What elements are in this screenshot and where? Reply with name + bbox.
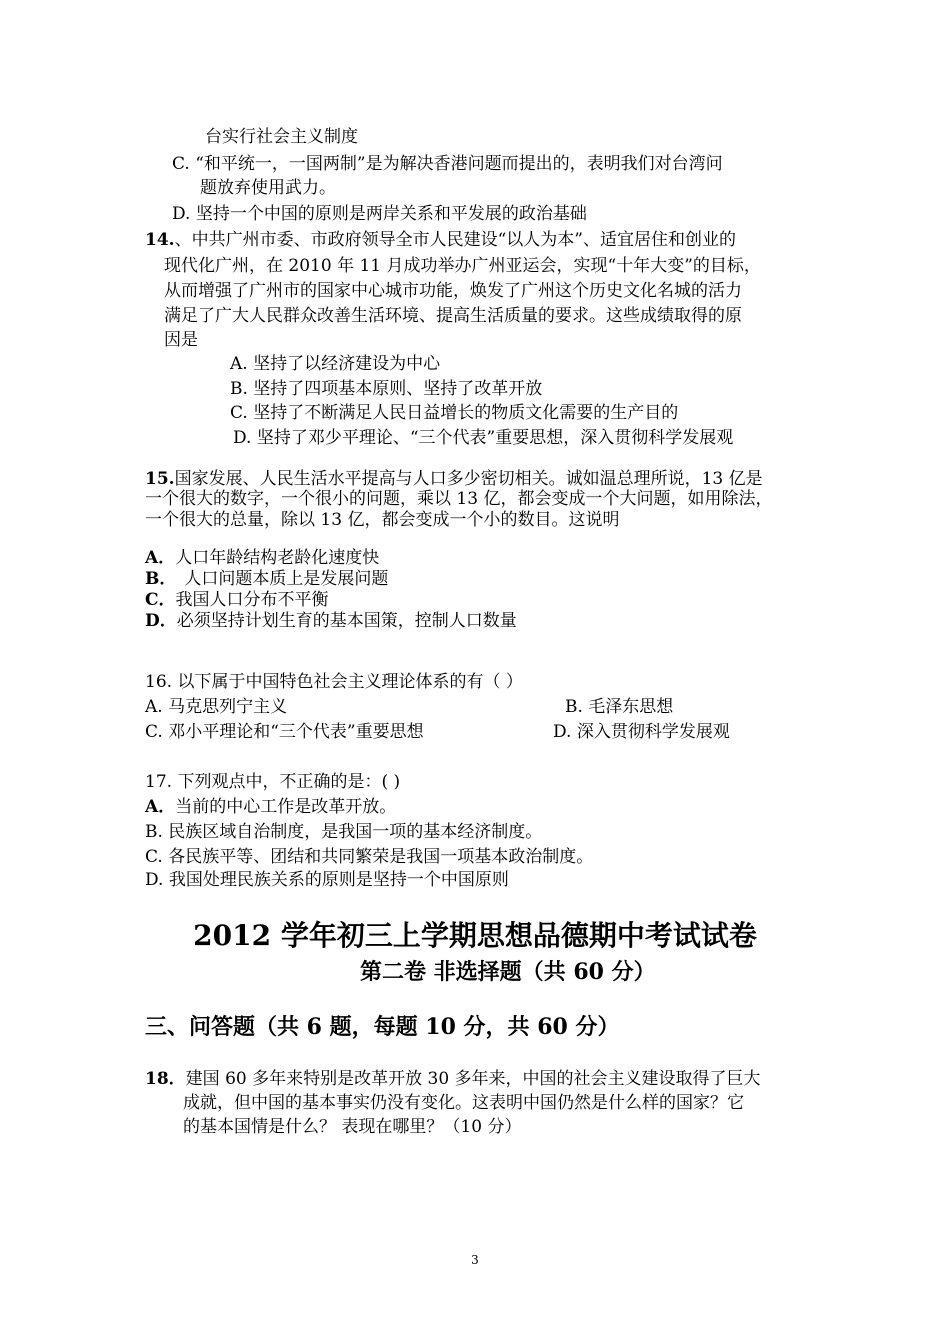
q15-line2: 一个很大的数字，一个很小的问题，乘以 13 亿，都会变成一个大问题，如用除法， bbox=[145, 489, 773, 509]
q15-option-d-letter: D． bbox=[145, 611, 177, 631]
q13-option-c-line1: C. “和平统一，一国两制”是为解决香港问题而提出的，表明我们对台湾问 bbox=[172, 154, 723, 174]
q14-line5: 因是 bbox=[164, 330, 198, 350]
q16-stem: 16. 以下属于中国特色社会主义理论体系的有（ ） bbox=[145, 672, 523, 692]
part2-subtitle: 第二卷 非选择题（共 60 分） bbox=[360, 959, 656, 985]
q15-option-b-text: 人口问题本质上是发展问题 bbox=[184, 569, 389, 589]
q15-number: 15. bbox=[145, 469, 175, 489]
q15-line3: 一个很大的总量，除以 13 亿，都会变成一个小的数目。这说明 bbox=[145, 510, 620, 530]
q18-line3: 的基本国情是什么？ 表现在哪里？（10 分） bbox=[183, 1117, 522, 1137]
q14-option-b: B. 坚持了四项基本原则、坚持了改革开放 bbox=[230, 379, 543, 399]
q14-option-c: C. 坚持了不断满足人民日益增长的物质文化需要的生产目的 bbox=[230, 403, 679, 423]
section-heading: 三、问答题（共 6 题，每题 10 分，共 60 分） bbox=[145, 1014, 620, 1040]
q14-stem-text: 、中共广州市委、市政府领导全市人民建设“以人为本”、适宜居住和创业的 bbox=[174, 230, 736, 250]
q16-option-a: A. 马克思列宁主义 bbox=[145, 697, 288, 717]
q14-option-d: D. 坚持了邓少平理论、“三个代表”重要思想，深入贯彻科学发展观 bbox=[233, 428, 734, 448]
q16-option-c: C. 邓小平理论和“三个代表”重要思想 bbox=[145, 722, 424, 742]
page-number: 3 bbox=[471, 1253, 479, 1267]
q18-line1 bbox=[145, 1067, 761, 1091]
q14-line3: 从而增强了广州市的国家中心城市功能，焕发了广州这个历史文化名城的活力 bbox=[164, 281, 742, 301]
q17-option-a-text: 当前的中心工作是改革开放。 bbox=[175, 797, 397, 817]
q17-option-a-letter: A． bbox=[145, 797, 176, 817]
q14-option-a: A. 坚持了以经济建设为中心 bbox=[230, 354, 441, 374]
q15-option-d-text: 必须坚持计划生育的基本国策，控制人口数量 bbox=[176, 611, 517, 631]
q15-option-b-letter: B． bbox=[145, 569, 177, 589]
q14-line4: 满足了广大人民群众改善生活环境、提高生活质量的要求。这些成绩取得的原 bbox=[164, 306, 742, 326]
q18-stem-text: 建国 60 多年来特别是改革开放 30 多年来，中国的社会主义建设取得了巨大 bbox=[185, 1069, 761, 1089]
q15-option-c-letter: C． bbox=[145, 590, 176, 610]
q15-option-a-text: 人口年龄结构老龄化速度快 bbox=[175, 548, 380, 568]
q15-stem-text: 国家发展、人民生活水平提高与人口多少密切相关。诚如温总理所说，13 亿是 bbox=[174, 469, 763, 489]
q16-option-d: D. 深入贯彻科学发展观 bbox=[553, 722, 730, 742]
q17-option-c: C. 各民族平等、团结和共同繁荣是我国一项基本政治制度。 bbox=[145, 847, 594, 867]
q17-option-d: D. 我国处理民族关系的原则是坚持一个中国原则 bbox=[145, 870, 509, 890]
q13-option-d: D. 坚持一个中国的原则是两岸关系和平发展的政治基础 bbox=[172, 204, 587, 224]
q15-option-c-text: 我国人口分布不平衡 bbox=[175, 590, 329, 610]
q13-option-b-continuation: 台实行社会主义制度 bbox=[205, 127, 358, 147]
q14-number: 14. bbox=[145, 230, 175, 250]
q15-option-d bbox=[145, 609, 517, 633]
q18-line2: 成就，但中国的基本事实仍没有变化。这表明中国仍然是什么样的国家？它 bbox=[183, 1093, 744, 1113]
q13-option-c-line2: 题放弃使用武力。 bbox=[200, 178, 336, 198]
q17-stem: 17. 下列观点中，不正确的是：( ) bbox=[145, 772, 401, 792]
q17-option-b: B. 民族区域自治制度，是我国一项的基本经济制度。 bbox=[145, 822, 543, 842]
q17-option-a bbox=[145, 795, 396, 819]
part2-title: 2012 学年初三上学期思想品德期中考试试卷 bbox=[193, 919, 757, 952]
q15-option-a-letter: A． bbox=[145, 548, 176, 568]
q18-number: 18． bbox=[145, 1069, 186, 1089]
q14-line1 bbox=[145, 228, 736, 252]
q16-option-b: B. 毛泽东思想 bbox=[565, 697, 674, 717]
q14-line2: 现代化广州，在 2010 年 11 月成功举办广州亚运会，实现“十年大变”的目标， bbox=[164, 256, 761, 276]
